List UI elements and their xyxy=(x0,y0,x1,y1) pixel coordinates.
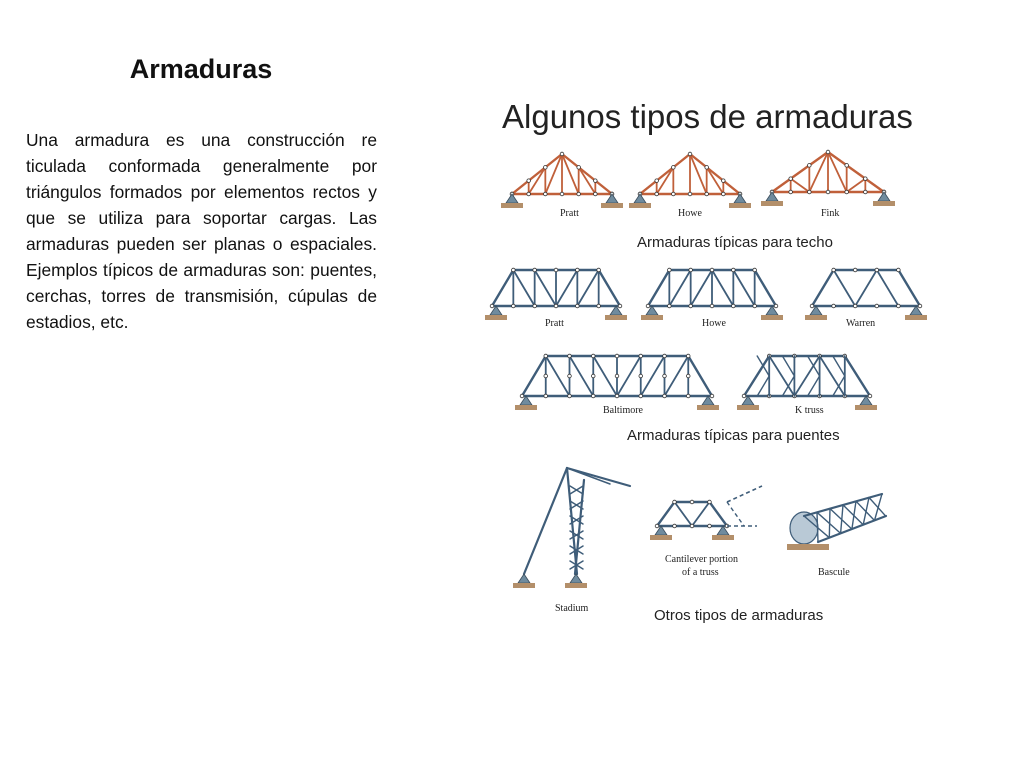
figure-title: Algunos tipos de armaduras xyxy=(502,98,913,135)
roof-truss-howe xyxy=(629,152,751,208)
other-truss-bascule xyxy=(787,494,886,550)
bridge-label-howe: Howe xyxy=(702,318,726,329)
other-label-cantilever-1: Cantilever portion xyxy=(665,554,739,565)
bridge-label-k-truss: K truss xyxy=(795,405,824,416)
bridge-truss-k-truss xyxy=(737,354,877,410)
bridge-truss-warren xyxy=(805,268,927,320)
other-truss-stadium xyxy=(513,468,630,588)
roof-truss-pratt xyxy=(501,152,623,208)
bridge-truss-pratt xyxy=(485,268,627,320)
other-label-bascule: Bascule xyxy=(818,567,850,578)
slide-body-text: Una armadura es una construcción re ticulada conformada generalmente por triángulos formados por elementos rectos y que se utiliza para soportar cargas. Las armaduras pueden ser planas o espaciales. Ejemplos típicos de armaduras son: puentes, cerchas, torres de transmisión, cúpulas de estadios, etc. xyxy=(26,130,377,332)
bridge-label-baltimore: Baltimore xyxy=(603,405,643,416)
bridge-label-pratt: Pratt xyxy=(545,318,564,329)
cantilever-truss-body xyxy=(650,500,734,540)
other-label-stadium: Stadium xyxy=(555,603,589,614)
other-label-cantilever-2: of a truss xyxy=(682,567,719,578)
roof-truss-fink xyxy=(761,150,895,206)
roof-label-fink: Fink xyxy=(821,208,840,219)
roof-label-pratt: Pratt xyxy=(560,208,579,219)
truss-types-figure xyxy=(482,86,942,646)
other-caption: Otros tipos de armaduras xyxy=(654,607,824,624)
bridge-truss-baltimore xyxy=(515,354,719,410)
other-truss-cantilever xyxy=(650,486,762,540)
roof-caption: Armaduras típicas para techo xyxy=(637,234,833,251)
roof-label-howe: Howe xyxy=(678,208,702,219)
bridge-truss-howe xyxy=(641,268,783,320)
slide-title: Armaduras xyxy=(129,54,273,84)
bridge-caption: Armaduras típicas para puentes xyxy=(627,427,840,444)
bridge-label-warren: Warren xyxy=(846,318,876,329)
